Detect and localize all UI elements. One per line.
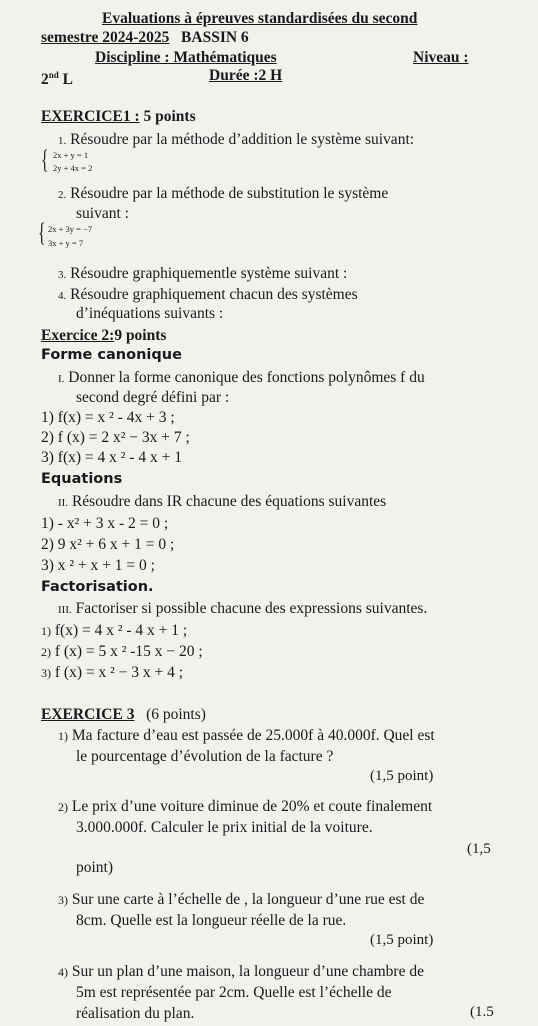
factor-expr-2-number: 2) [41, 645, 51, 659]
ex3-q1-number: 1) [58, 729, 68, 743]
ex1-q1-number: 1. [58, 135, 67, 147]
ex3-q1-points: (1,5 point) [370, 768, 434, 784]
section-equations: Equations [41, 471, 123, 487]
ex3-question1-line1 [58, 726, 435, 746]
ex3-question2-line2: 3.000.000f. Calculer le prix initial de la voiture. [76, 819, 373, 836]
level-number: 2 [41, 71, 49, 89]
ex1-question3 [58, 264, 347, 285]
ex3-q4-points: (1.5 [470, 1004, 494, 1020]
equation-1: 1) - x² + 3 x - 2 = 0 ; [41, 515, 169, 532]
exercise2-heading: Exercice 2: [41, 327, 115, 344]
exercise2-points: 9 points [114, 327, 167, 344]
factor-expr-2 [41, 642, 203, 662]
bassin-label: BASSIN 6 [181, 29, 249, 46]
ex1-q2-text: Résoudre par la méthode de substitution le système [70, 185, 389, 202]
ex2-part2 [58, 492, 386, 513]
exercise2-title [41, 326, 166, 345]
system2-brace: { [38, 218, 46, 247]
factor-expr-3-text: f (x) = x ² − 3 x + 4 ; [54, 664, 184, 681]
polynomial-f3: 3) f(x) = 4 x ² - 4 x + 1 [41, 449, 182, 466]
ex1-q1-text: Résoudre par la méthode d’addition le système suivant: [70, 131, 415, 148]
ex3-question4-line1 [58, 962, 424, 982]
system2-eq2: 3x + y = 7 [48, 238, 84, 248]
ex3-q1-text: Ma facture d’eau est passée de 25.000f à 40.000f. Quel est [71, 727, 435, 744]
system1-eq2: 2y + 4x = 2 [53, 163, 93, 173]
ex3-q2-number: 2) [58, 800, 68, 814]
ex3-question4-line3: réalisation du plan. [76, 1005, 195, 1022]
equation-2: 2) 9 x² + 6 x + 1 = 0 ; [41, 536, 175, 553]
factor-expr-3-number: 3) [41, 666, 51, 680]
ex1-question4-line1 [58, 285, 358, 306]
level-suffix: L [58, 71, 73, 89]
ex1-question2-line2: suivant : [76, 205, 129, 222]
ex3-q3-text: Sur une carte à l’échelle de , la longueur d’une rue est de [71, 891, 425, 908]
discipline-label: Discipline : Mathématiques [95, 49, 277, 66]
ex1-q3-number: 3. [58, 269, 67, 281]
ex3-question2-line1 [58, 797, 432, 817]
section-forme-canonique: Forme canonique [41, 347, 182, 363]
ex3-question3-line1 [58, 890, 424, 910]
polynomial-f1: 1) f(x) = x ² - 4x + 3 ; [41, 409, 175, 426]
ex1-q2-number: 2. [58, 189, 67, 201]
ex1-q4-number: 4. [58, 290, 67, 302]
ex1-question4-line2: d’inéquations suivants : [76, 305, 224, 322]
niveau-label: Niveau : [413, 49, 469, 66]
system1-eq1: 2x + y = 1 [53, 150, 89, 160]
exercise3-title [41, 705, 206, 724]
ex1-question1 [58, 130, 414, 151]
factor-expr-3 [41, 663, 183, 683]
ex2-part2-number: II. [58, 497, 69, 509]
ex2-part1-text: Donner la forme canonique des fonctions polynômes f du [68, 369, 425, 386]
ex3-q4-text: Sur un plan d’une maison, la longueur d’une chambre de [71, 963, 424, 980]
ex2-part1-line2: second degré défini par : [76, 389, 230, 406]
exam-title-line1: Evaluations à épreuves standardisées du second [102, 10, 418, 27]
equation-3: 3) x ² + x + 1 = 0 ; [41, 557, 155, 574]
level-label [41, 66, 73, 89]
ex3-q3-number: 3) [58, 893, 68, 907]
ex3-q2-points-a: (1,5 [467, 841, 491, 857]
ex1-q3-text: Résoudre graphiquementle système suivant : [70, 265, 348, 282]
ex1-q4-text: Résoudre graphiquement chacun des systèmes [70, 286, 358, 303]
ex3-q3-points: (1,5 point) [370, 932, 434, 948]
ex1-question2-line1 [58, 184, 388, 205]
ex3-question1-line2: le pourcentage d’évolution de la facture ? [76, 748, 334, 765]
ex2-part3 [58, 599, 427, 620]
exercise3-heading: EXERCICE 3 [41, 706, 135, 723]
section-factorisation: Factorisation. [41, 579, 154, 595]
semester-label: semestre 2024-2025 [41, 29, 170, 46]
exercise1-points: 5 points [143, 108, 196, 125]
ex3-q4-number: 4) [58, 965, 68, 979]
ex2-part3-text: Factoriser si possible chacune des expressions suivantes. [75, 600, 428, 617]
factor-expr-1-number: 1) [41, 624, 51, 638]
exercise1-title [41, 107, 196, 126]
polynomial-f2: 2) f (x) = 2 x² − 3x + 7 ; [41, 429, 190, 446]
duree-label: Durée :2 H [209, 67, 283, 84]
exercise3-points: (6 points) [146, 706, 206, 723]
factor-expr-1 [41, 621, 187, 641]
ex3-question3-line2: 8cm. Quelle est la longueur réelle de la rue. [76, 912, 347, 929]
exercise1-heading: EXERCICE1 : [41, 108, 140, 125]
ex2-part1-number: I. [58, 373, 65, 385]
system1-brace: { [41, 145, 49, 174]
ex2-part2-text: Résoudre dans IR chacune des équations suivantes [71, 493, 387, 510]
ex3-q2-text: Le prix d’une voiture diminue de 20% et coute finalement [71, 798, 433, 815]
factor-expr-2-text: f (x) = 5 x ² -15 x − 20 ; [54, 643, 203, 660]
ex3-question4-line2: 5m est représentée par 2cm. Quelle est l’échelle de [76, 984, 392, 1001]
ex2-part1-line1 [58, 368, 425, 389]
system2-eq1: 2x + 3y = −7 [48, 224, 93, 234]
level-superscript: nd [48, 70, 59, 80]
exam-title-line2 [41, 28, 249, 47]
ex2-part3-number: III. [58, 604, 72, 616]
factor-expr-1-text: f(x) = 4 x ² - 4 x + 1 ; [54, 622, 188, 639]
ex3-q2-points-b: point) [76, 859, 114, 876]
